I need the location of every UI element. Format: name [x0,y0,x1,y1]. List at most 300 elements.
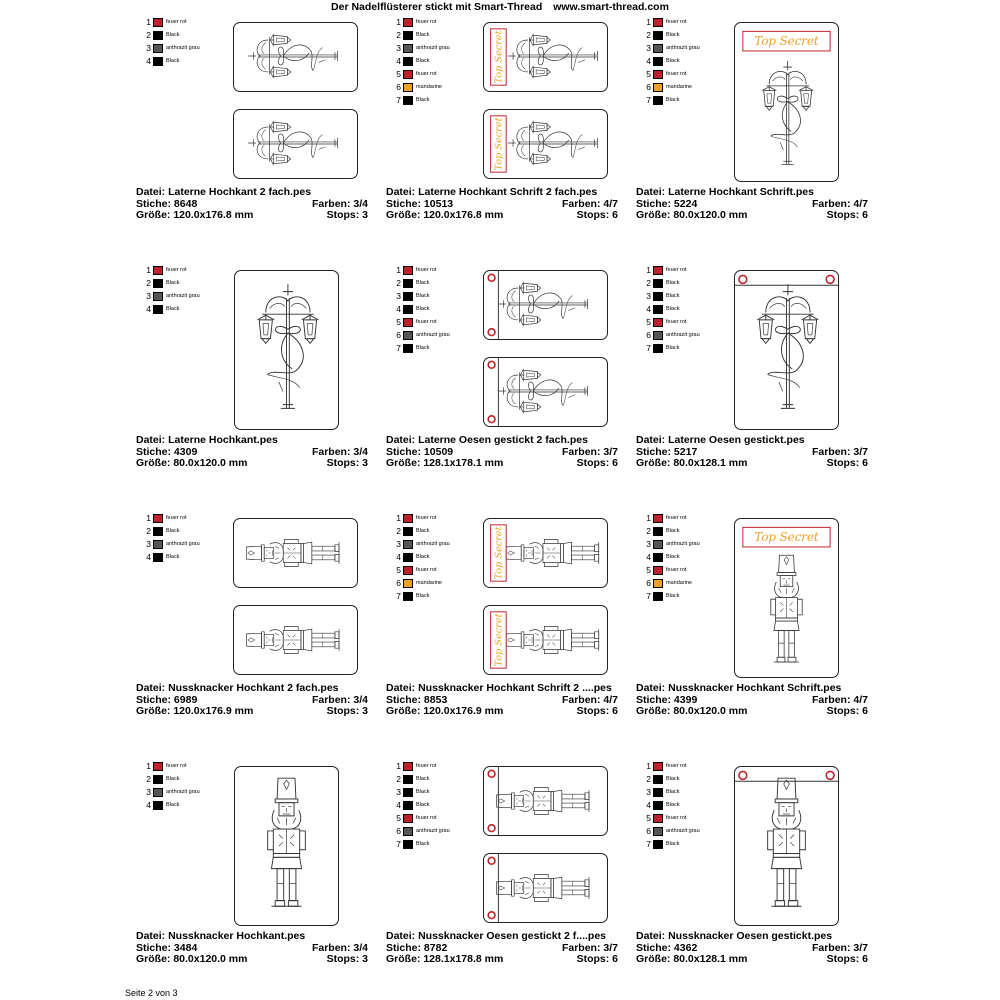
color-name: Black [666,593,680,599]
lantern-motif [735,271,838,429]
size-label: Größe: 120.0x176.9 mm [386,705,504,717]
grommet [826,771,834,779]
color-name: anthrazit grau [416,45,450,51]
design-card [386,262,626,502]
color-number: 3 [396,291,401,301]
nutcracker-drawing [768,778,806,906]
design-info [136,683,368,718]
color-name: anthrazit grau [166,541,200,547]
color-number: 1 [646,265,651,275]
farben-label: Farben: 3/4 [311,197,368,210]
color-number: 6 [646,330,651,340]
color-swatch [653,592,663,601]
hoop-top [483,518,608,588]
color-number: 4 [646,800,651,810]
color-number: 5 [646,813,651,823]
farben-label: Farben: 3/7 [561,941,618,954]
lantern-motif [484,110,607,178]
color-name: Black [666,345,680,351]
stitches-label: Stiche: 8853 [386,693,448,706]
color-name: feuer rot [416,319,437,325]
color-number: 7 [396,343,401,353]
stops-label: Stops: 6 [826,953,868,965]
color-number: 4 [146,800,151,810]
design-info [386,931,618,966]
color-swatch [653,788,663,797]
color-swatch [403,57,413,66]
design-card [636,14,876,254]
color-name: Black [416,32,430,38]
color-name: Black [416,554,430,560]
lantern-drawing [508,121,598,165]
color-swatch [403,592,413,601]
color-name: mandarine [666,580,692,586]
color-name: Black [666,97,680,103]
color-number: 5 [646,69,651,79]
lantern-motif [484,271,607,339]
design-info [386,187,618,222]
color-swatch [153,540,163,549]
hoop-bottom [233,109,358,179]
color-swatch [653,70,663,79]
stops-label: Stops: 3 [326,953,368,965]
header-title: Der Nadelflüsterer stickt mit Smart-Thread [331,1,543,13]
lantern-motif [234,23,357,91]
nutcracker-motif [484,519,607,587]
color-swatch [153,305,163,314]
color-swatch [653,762,663,771]
color-swatch [153,553,163,562]
file-name-label: Datei: Laterne Oesen gestickt 2 fach.pes [386,434,588,446]
color-number: 7 [396,95,401,105]
color-number: 1 [396,513,401,523]
color-number: 5 [396,317,401,327]
nutcracker-drawing [771,555,802,662]
color-swatch [653,279,663,288]
color-name: feuer rot [416,815,437,821]
hoop-bottom [483,109,608,179]
nutcracker-motif [235,767,338,925]
size-label: Größe: 80.0x120.0 mm [136,953,248,965]
color-number: 4 [646,552,651,562]
file-name-label: Datei: Nussknacker Hochkant Schrift.pes [636,682,842,694]
color-name: anthrazit grau [666,45,700,51]
design-card [136,262,376,502]
hoop [734,270,839,430]
lantern-drawing [757,284,818,408]
color-name: Black [666,32,680,38]
color-name: feuer rot [166,515,187,521]
design-info [136,187,368,222]
color-swatch [153,527,163,536]
lantern-motif [234,110,357,178]
color-number: 1 [146,513,151,523]
design-card [136,14,376,254]
grommet [488,857,495,864]
color-number: 2 [396,278,401,288]
stops-label: Stops: 6 [576,209,618,221]
stops-label: Stops: 6 [826,209,868,221]
file-name-label: Datei: Laterne Hochkant Schrift.pes [636,186,814,198]
hoop [234,270,339,430]
color-number: 2 [146,278,151,288]
nutcracker-drawing [247,539,339,566]
grommet [488,825,495,832]
color-swatch [403,305,413,314]
nutcracker-drawing [497,874,589,901]
color-name: feuer rot [416,763,437,769]
file-name-label: Datei: Laterne Hochkant 2 fach.pes [136,186,312,198]
color-name: mandarine [416,580,442,586]
design-card [636,510,876,750]
grommet [739,771,747,779]
color-swatch [653,514,663,523]
color-name: anthrazit grau [416,332,450,338]
size-label: Größe: 120.0x176.8 mm [136,209,254,221]
color-name: feuer rot [166,763,187,769]
grommet [488,329,495,336]
color-number: 1 [646,761,651,771]
color-name: Black [166,306,180,312]
color-name: Black [166,528,180,534]
stitches-label: Stiche: 4399 [636,693,698,706]
color-name: Black [416,280,430,286]
color-swatch [653,814,663,823]
color-name: feuer rot [666,19,687,25]
lantern-motif [484,358,607,426]
color-name: anthrazit grau [166,293,200,299]
color-swatch [153,44,163,53]
color-number: 7 [646,591,651,601]
color-name: anthrazit grau [416,541,450,547]
color-swatch [403,801,413,810]
stops-label: Stops: 6 [576,705,618,717]
color-swatch [403,83,413,92]
color-name: Black [666,841,680,847]
hoop [234,766,339,926]
color-swatch [653,540,663,549]
size-label: Größe: 128.1x178.8 mm [386,953,504,965]
color-number: 3 [646,291,651,301]
color-swatch [403,44,413,53]
color-number: 1 [646,513,651,523]
color-name: Black [166,554,180,560]
color-name: feuer rot [166,19,187,25]
hoop-top [483,766,608,836]
color-swatch [653,827,663,836]
color-number: 2 [646,526,651,536]
color-number: 1 [396,761,401,771]
color-name: Black [416,97,430,103]
color-name: mandarine [416,84,442,90]
nutcracker-motif [234,606,357,674]
color-name: feuer rot [416,567,437,573]
color-name: Black [666,58,680,64]
color-swatch [403,318,413,327]
design-info [636,931,868,966]
grommet [488,912,495,919]
nutcracker-motif [484,854,607,922]
color-name: anthrazit grau [666,332,700,338]
color-number: 7 [646,343,651,353]
hoop [734,518,839,678]
file-name-label: Datei: Laterne Oesen gestickt.pes [636,434,805,446]
design-card [136,758,376,998]
lantern-motif [735,23,838,181]
color-swatch [653,31,663,40]
stops-label: Stops: 6 [826,705,868,717]
color-swatch [153,801,163,810]
stitches-label: Stiche: 6989 [136,693,198,706]
color-number: 3 [146,787,151,797]
color-name: Black [666,789,680,795]
size-label: Größe: 80.0x128.1 mm [636,457,748,469]
color-number: 4 [396,304,401,314]
color-swatch [403,70,413,79]
color-number: 1 [396,17,401,27]
lantern-drawing [508,34,598,78]
file-name-label: Datei: Laterne Hochkant Schrift 2 fach.pes [386,186,598,198]
color-number: 5 [646,317,651,327]
color-number: 7 [646,95,651,105]
hoop [734,22,839,182]
color-number: 3 [646,787,651,797]
color-number: 1 [146,265,151,275]
color-name: Black [166,776,180,782]
top-secret-label: Top Secret [493,613,505,667]
design-card [636,758,876,998]
color-name: feuer rot [416,515,437,521]
color-swatch [653,57,663,66]
lantern-drawing [762,61,813,165]
color-name: feuer rot [666,515,687,521]
file-name-label: Datei: Laterne Hochkant.pes [136,434,278,446]
hoop [734,766,839,926]
color-number: 6 [646,82,651,92]
color-number: 3 [646,539,651,549]
color-number: 2 [146,526,151,536]
design-card [636,262,876,502]
color-name: feuer rot [666,267,687,273]
color-number: 4 [646,56,651,66]
color-number: 5 [396,69,401,79]
color-swatch [403,344,413,353]
color-name: Black [416,789,430,795]
color-number: 2 [396,774,401,784]
stitches-label: Stiche: 4362 [636,941,698,954]
stitches-label: Stiche: 10513 [386,197,454,210]
color-number: 2 [146,774,151,784]
lantern-motif [484,23,607,91]
color-name: Black [166,280,180,286]
nutcracker-drawing [247,626,339,653]
color-name: Black [666,293,680,299]
size-label: Größe: 80.0x120.0 mm [636,209,748,221]
color-number: 5 [646,565,651,575]
size-label: Größe: 120.0x176.9 mm [136,705,254,717]
color-swatch [403,96,413,105]
lantern-drawing [248,121,338,165]
file-name-label: Datei: Nussknacker Hochkant 2 fach.pes [136,682,339,694]
nutcracker-drawing [268,778,306,906]
color-swatch [403,775,413,784]
color-swatch [403,266,413,275]
design-info [386,683,618,718]
color-number: 3 [646,43,651,53]
file-name-label: Datei: Nussknacker Oesen gestickt 2 f....pes [386,930,607,942]
grommet [488,274,495,281]
color-number: 6 [646,578,651,588]
color-name: Black [416,802,430,808]
color-swatch [153,266,163,275]
grommet [488,416,495,423]
color-number: 7 [396,839,401,849]
top-secret-label: Top Secret [493,30,505,84]
color-number: 4 [146,56,151,66]
color-number: 4 [396,552,401,562]
file-name-label: Datei: Nussknacker Hochkant.pes [136,930,306,942]
top-secret-label: Top Secret [493,526,505,580]
color-name: Black [416,593,430,599]
design-info [636,683,868,718]
design-card [386,14,626,254]
color-swatch [653,344,663,353]
lantern-drawing [257,284,318,408]
color-number: 3 [146,291,151,301]
stops-label: Stops: 6 [826,457,868,469]
color-name: Black [416,345,430,351]
color-name: feuer rot [416,71,437,77]
design-info [136,931,368,966]
color-name: Black [416,58,430,64]
size-label: Größe: 80.0x120.0 mm [136,457,248,469]
color-number: 4 [646,304,651,314]
hoop-bottom [233,605,358,675]
color-swatch [653,331,663,340]
color-swatch [653,840,663,849]
stitches-label: Stiche: 8648 [136,197,198,210]
design-info [136,435,368,470]
color-name: Black [666,802,680,808]
farben-label: Farben: 4/7 [811,197,868,210]
color-name: feuer rot [166,267,187,273]
hoop-top [483,22,608,92]
design-info [386,435,618,470]
color-swatch [653,527,663,536]
color-number: 6 [396,82,401,92]
color-swatch [653,318,663,327]
color-swatch [653,266,663,275]
nutcracker-motif [234,519,357,587]
color-swatch [403,762,413,771]
color-swatch [653,775,663,784]
color-swatch [653,579,663,588]
hoop-bottom [483,853,608,923]
farben-label: Farben: 3/4 [311,693,368,706]
farben-label: Farben: 3/7 [811,941,868,954]
color-swatch [653,566,663,575]
color-name: mandarine [666,84,692,90]
color-swatch [403,840,413,849]
stops-label: Stops: 6 [576,457,618,469]
color-swatch [403,814,413,823]
color-number: 3 [396,43,401,53]
hoop-top [233,22,358,92]
color-number: 6 [396,826,401,836]
stops-label: Stops: 3 [326,705,368,717]
lantern-drawing [498,282,588,326]
color-swatch [403,827,413,836]
color-name: Black [166,802,180,808]
grommet [488,361,495,368]
stops-label: Stops: 3 [326,457,368,469]
color-name: Black [416,528,430,534]
color-number: 3 [146,43,151,53]
color-number: 1 [146,761,151,771]
nutcracker-motif [735,519,838,677]
top-secret-label: Top Secret [754,34,819,49]
farben-label: Farben: 4/7 [561,197,618,210]
size-label: Größe: 80.0x128.1 mm [636,953,748,965]
stops-label: Stops: 3 [326,209,368,221]
color-swatch [653,305,663,314]
farben-label: Farben: 4/7 [561,693,618,706]
color-name: Black [666,554,680,560]
size-label: Größe: 128.1x178.1 mm [386,457,504,469]
color-name: anthrazit grau [666,828,700,834]
farben-label: Farben: 4/7 [811,693,868,706]
color-name: Black [666,306,680,312]
color-number: 1 [396,265,401,275]
top-secret-label: Top Secret [754,530,819,545]
color-swatch [153,514,163,523]
color-swatch [403,553,413,562]
color-name: feuer rot [416,19,437,25]
stops-label: Stops: 6 [576,953,618,965]
stitches-label: Stiche: 8782 [386,941,448,954]
color-number: 4 [146,304,151,314]
nutcracker-motif [484,767,607,835]
grommet [488,770,495,777]
design-card [386,510,626,750]
color-name: Black [666,776,680,782]
color-name: Black [666,528,680,534]
color-swatch [653,96,663,105]
color-number: 7 [646,839,651,849]
color-name: anthrazit grau [166,789,200,795]
color-number: 1 [146,17,151,27]
design-card [136,510,376,750]
color-number: 2 [646,774,651,784]
color-number: 2 [646,30,651,40]
design-info [636,435,868,470]
lantern-drawing [248,34,338,78]
color-name: Black [416,841,430,847]
color-name: feuer rot [666,567,687,573]
hoop-top [483,270,608,340]
nutcracker-drawing [497,787,589,814]
stitches-label: Stiche: 3484 [136,941,198,954]
hoop-top [233,518,358,588]
color-name: anthrazit grau [416,828,450,834]
color-name: Black [666,280,680,286]
stitches-label: Stiche: 10509 [386,445,454,458]
design-card [386,758,626,998]
color-swatch [153,292,163,301]
page-footer: Seite 2 von 3 [125,988,178,998]
color-number: 4 [146,552,151,562]
color-swatch [653,83,663,92]
